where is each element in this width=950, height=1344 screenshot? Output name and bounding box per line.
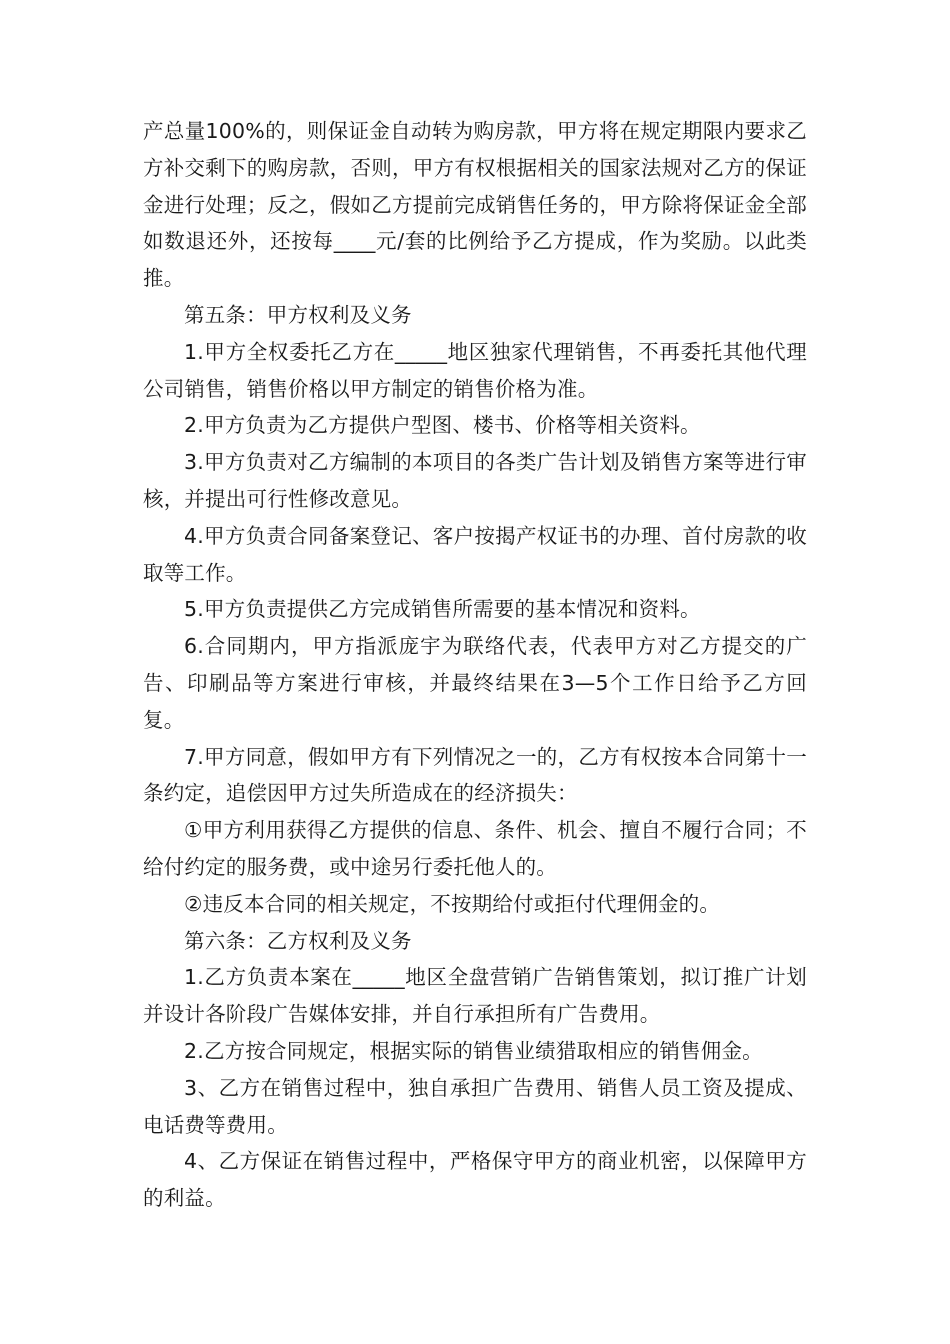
paragraph-clause: 4、乙方保证在销售过程中，严格保守甲方的商业机密，以保障甲方的利益。 <box>143 1149 807 1211</box>
paragraph-clause: 2.乙方按合同规定，根据实际的销售业绩猎取相应的销售佣金。 <box>184 1038 763 1063</box>
section-heading-article-6: 第六条：乙方权利及义务 <box>184 928 412 953</box>
document-body <box>143 113 807 1217</box>
paragraph-clause: 6.合同期内，甲方指派庞宇为联络代表，代表甲方对乙方提交的广告、印刷品等方案进行审核，并最终结果在3—5个工作日给予乙方回复。 <box>143 634 807 732</box>
paragraph-clause: 1.乙方负责本案在_____地区全盘营销广告销售策划，拟订推广计划并设计各阶段广告媒体安排，并自行承担所有广告费用。 <box>143 965 807 1027</box>
paragraph-clause: 5.甲方负责提供乙方完成销售所需要的基本情况和资料。 <box>184 597 701 622</box>
section-heading-article-5: 第五条：甲方权利及义务 <box>184 302 412 327</box>
paragraph-clause: 2.甲方负责为乙方提供户型图、楼书、价格等相关资料。 <box>184 413 701 438</box>
paragraph-clause: 3、乙方在销售过程中，独自承担广告费用、销售人员工资及提成、电话费等费用。 <box>143 1075 807 1137</box>
paragraph-clause: 1.甲方全权委托乙方在_____地区独家代理销售，不再委托其他代理公司销售，销售价格以甲方制定的销售价格为准。 <box>143 339 807 401</box>
paragraph-subclause: ②违反本合同的相关规定，不按期给付或拒付代理佣金的。 <box>184 891 721 916</box>
paragraph-subclause: ①甲方利用获得乙方提供的信息、条件、机会、擅自不履行合同；不给付约定的服务费，或中途另行委托他人的。 <box>143 818 807 879</box>
paragraph-clause: 3.甲方负责对乙方编制的本项目的各类广告计划及销售方案等进行审核，并提出可行性修改意见。 <box>143 450 807 511</box>
paragraph-clause: 7.甲方同意，假如甲方有下列情况之一的，乙方有权按本合同第十一条约定，追偿因甲方过失所造成在的经济损失： <box>143 744 807 806</box>
paragraph-continuation: 产总量100%的，则保证金自动转为购房款，甲方将在规定期限内要求乙方补交剩下的购房款，否则，甲方有权根据相关的国家法规对乙方的保证金进行处理；反之，假如乙方提前完成销售任务的，甲方除将保证金全部如数退还外，还按每____元/套的比例给予乙方提成，作为奖励。以此类推。 <box>143 119 807 291</box>
paragraph-clause: 4.甲方负责合同备案登记、客户按揭产权证书的办理、首付房款的收取等工作。 <box>143 523 807 585</box>
